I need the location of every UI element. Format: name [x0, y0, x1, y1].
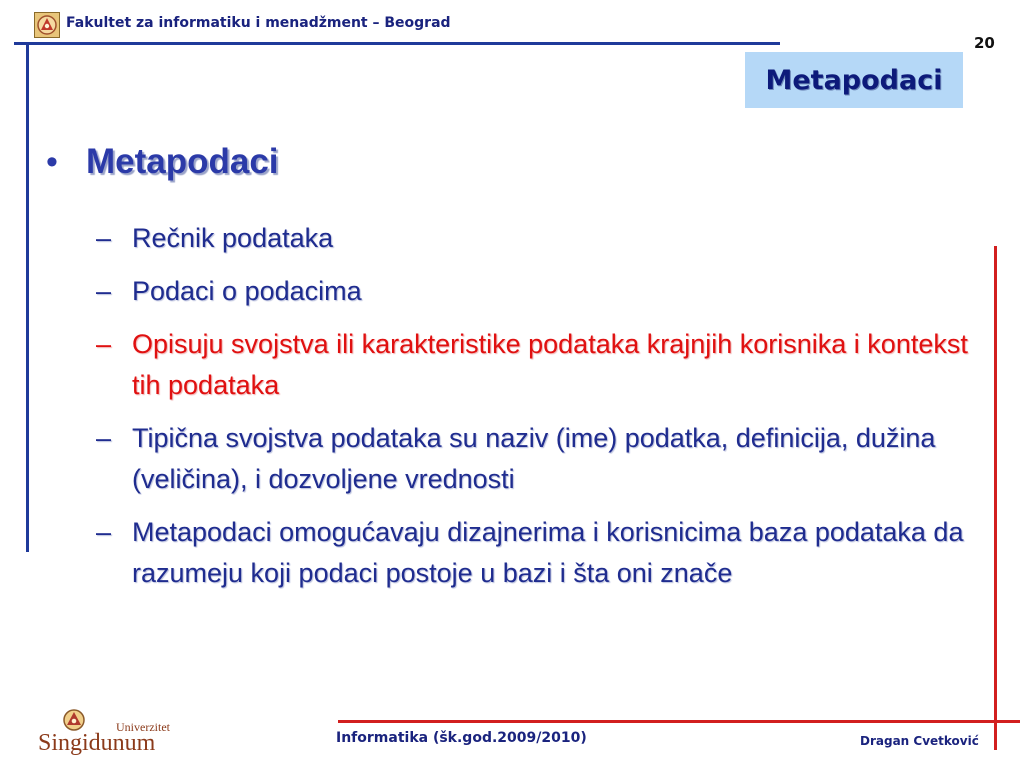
slide-title: Metapodaci	[765, 64, 943, 96]
bullet-dot-icon: •	[46, 143, 58, 181]
slide-title-box	[745, 52, 963, 108]
logo-univerzitet-text: Univerzitet	[116, 720, 170, 734]
dash-icon: –	[96, 223, 112, 253]
sub-bullet-item-highlight	[96, 324, 976, 406]
logo-name-text: Singidunum	[38, 730, 156, 756]
left-rule	[26, 42, 29, 552]
sub-bullet-item	[96, 218, 976, 259]
dash-icon: –	[96, 276, 112, 306]
sub-bullet-text: Podaci o podacima	[132, 276, 362, 306]
university-crest-icon	[64, 710, 84, 730]
sub-bullet-text: Tipična svojstva podataka su naziv (ime) podatka, definicija, dužina (veličina), i dozvoljene vrednosti	[132, 423, 936, 494]
sub-bullet-text: Opisuju svojstva ili karakteristike podataka krajnjih korisnika i kontekst tih podataka	[132, 329, 968, 400]
singidunum-logo	[36, 704, 176, 760]
faculty-logo-icon	[34, 12, 60, 38]
top-rule	[14, 42, 780, 45]
faculty-name: Fakultet za informatiku i menadžment – Beograd	[66, 15, 451, 31]
dash-icon: –	[96, 423, 112, 453]
sub-bullet-list	[96, 218, 976, 606]
sub-bullet-item	[96, 512, 976, 594]
sub-bullet-item	[96, 418, 976, 500]
dash-icon: –	[96, 329, 112, 359]
sub-bullet-text: Metapodaci omogućavaju dizajnerima i korisnicima baza podataka da razumeju koji podaci postoje u bazi i šta oni znače	[132, 517, 964, 588]
main-bullet	[46, 142, 279, 182]
author-name: Dragan Cvetković	[860, 734, 979, 748]
dash-icon: –	[96, 517, 112, 547]
slide-number: 20	[974, 34, 995, 52]
bottom-rule	[338, 720, 1020, 723]
sub-bullet-text: Rečnik podataka	[132, 223, 334, 253]
main-bullet-text: Metapodaci	[86, 142, 279, 181]
course-name: Informatika (šk.god.2009/2010)	[336, 730, 587, 746]
right-rule	[994, 246, 997, 750]
sub-bullet-item	[96, 271, 976, 312]
